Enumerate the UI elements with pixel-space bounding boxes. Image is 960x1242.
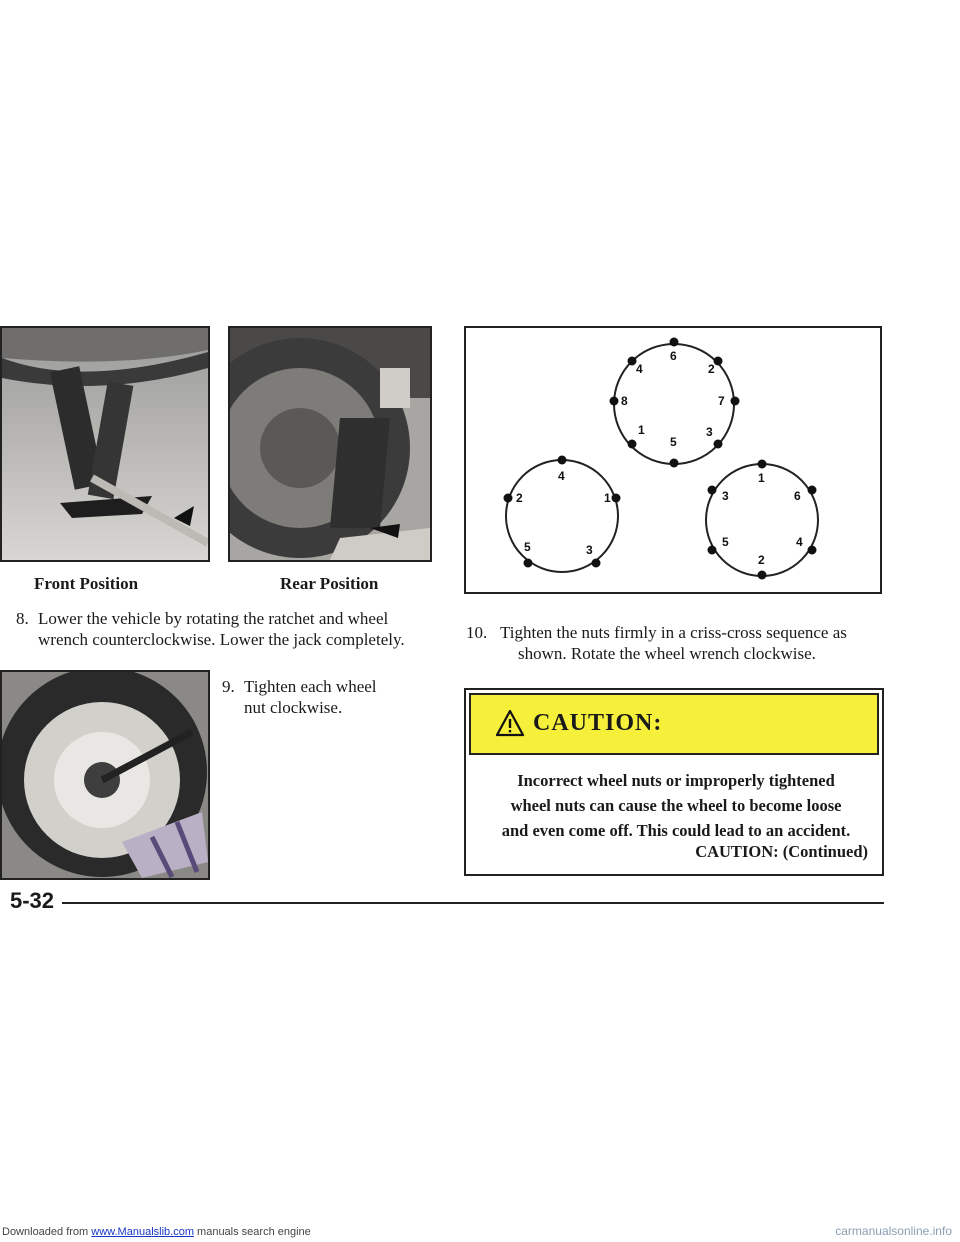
lug-label: 2 <box>758 553 765 567</box>
step-8-number: 8. <box>16 609 29 628</box>
download-footer <box>2 1226 311 1238</box>
caution-header <box>469 693 879 755</box>
lug-label: 4 <box>636 362 643 376</box>
lug-label: 2 <box>516 491 523 505</box>
front-jack-illustration <box>2 328 208 560</box>
step-8-text-line2: wrench counterclockwise. Lower the jack completely. <box>38 630 405 649</box>
lug-label: 1 <box>758 471 765 485</box>
caution-line-2: wheel nuts can cause the wheel to become loose <box>510 796 842 815</box>
eight-lug-wheel <box>610 338 740 468</box>
step-9-text-line2: nut clockwise. <box>244 698 343 717</box>
step-10-number: 10. <box>466 623 488 642</box>
caution-line-3: and even come off. This could lead to an accident. <box>501 821 851 840</box>
six-lug-wheel <box>706 460 818 580</box>
lug-label: 4 <box>796 535 803 549</box>
lug-label: 5 <box>722 535 729 549</box>
step-10-text-line2: shown. Rotate the wheel wrench clockwise. <box>518 644 816 663</box>
lug-nut-sequence-diagram <box>464 326 882 594</box>
lug-label: 3 <box>586 543 593 557</box>
lug-label: 3 <box>722 489 729 503</box>
rear-position-photo <box>228 326 432 562</box>
rear-position-caption: Rear Position <box>280 574 379 593</box>
five-lug-wheel <box>504 456 621 573</box>
step-10 <box>466 622 886 666</box>
step-8-text-line1: Lower the vehicle by rotating the ratchet and wheel <box>38 609 389 628</box>
wheel-nut-photo <box>0 670 210 880</box>
lug-label: 5 <box>524 540 531 554</box>
lug-label: 4 <box>558 469 565 483</box>
lug-label: 6 <box>794 489 801 503</box>
footer-suffix: manuals search engine <box>193 1226 311 1238</box>
lug-label: 2 <box>708 362 715 376</box>
step-9-text-line1: Tighten each wheel <box>244 677 377 696</box>
footer-prefix: Downloaded from <box>2 1226 92 1238</box>
step-9-number: 9. <box>222 677 235 696</box>
lug-label: 8 <box>621 394 628 408</box>
lug-label: 1 <box>638 423 645 437</box>
caution-title: CAUTION: <box>533 710 663 736</box>
front-position-caption: Front Position <box>34 574 139 593</box>
lug-label: 3 <box>706 425 713 439</box>
manualslib-link[interactable]: www.Manualslib.com <box>91 1226 194 1238</box>
step-10-text-line1: Tighten the nuts firmly in a criss-cross sequence as <box>500 623 847 642</box>
caution-box <box>464 688 884 876</box>
caution-text <box>480 768 872 843</box>
page-number: 5-32 <box>10 888 55 913</box>
front-position-photo <box>0 326 210 562</box>
watermark: carmanualsonline.info <box>835 1224 952 1238</box>
warning-triangle-icon <box>495 709 525 737</box>
lug-label: 7 <box>718 394 725 408</box>
page-divider <box>62 902 884 904</box>
step-9 <box>222 676 422 720</box>
wheel-wrench-illustration <box>2 672 208 878</box>
lug-label: 1 <box>604 491 611 505</box>
caution-line-1: Incorrect wheel nuts or improperly tightened <box>517 771 835 790</box>
lug-label: 5 <box>670 435 677 449</box>
rear-jack-illustration <box>230 328 430 560</box>
caution-continued: CAUTION: (Continued) <box>695 842 868 861</box>
lug-label: 6 <box>670 349 677 363</box>
step-8 <box>16 608 436 652</box>
